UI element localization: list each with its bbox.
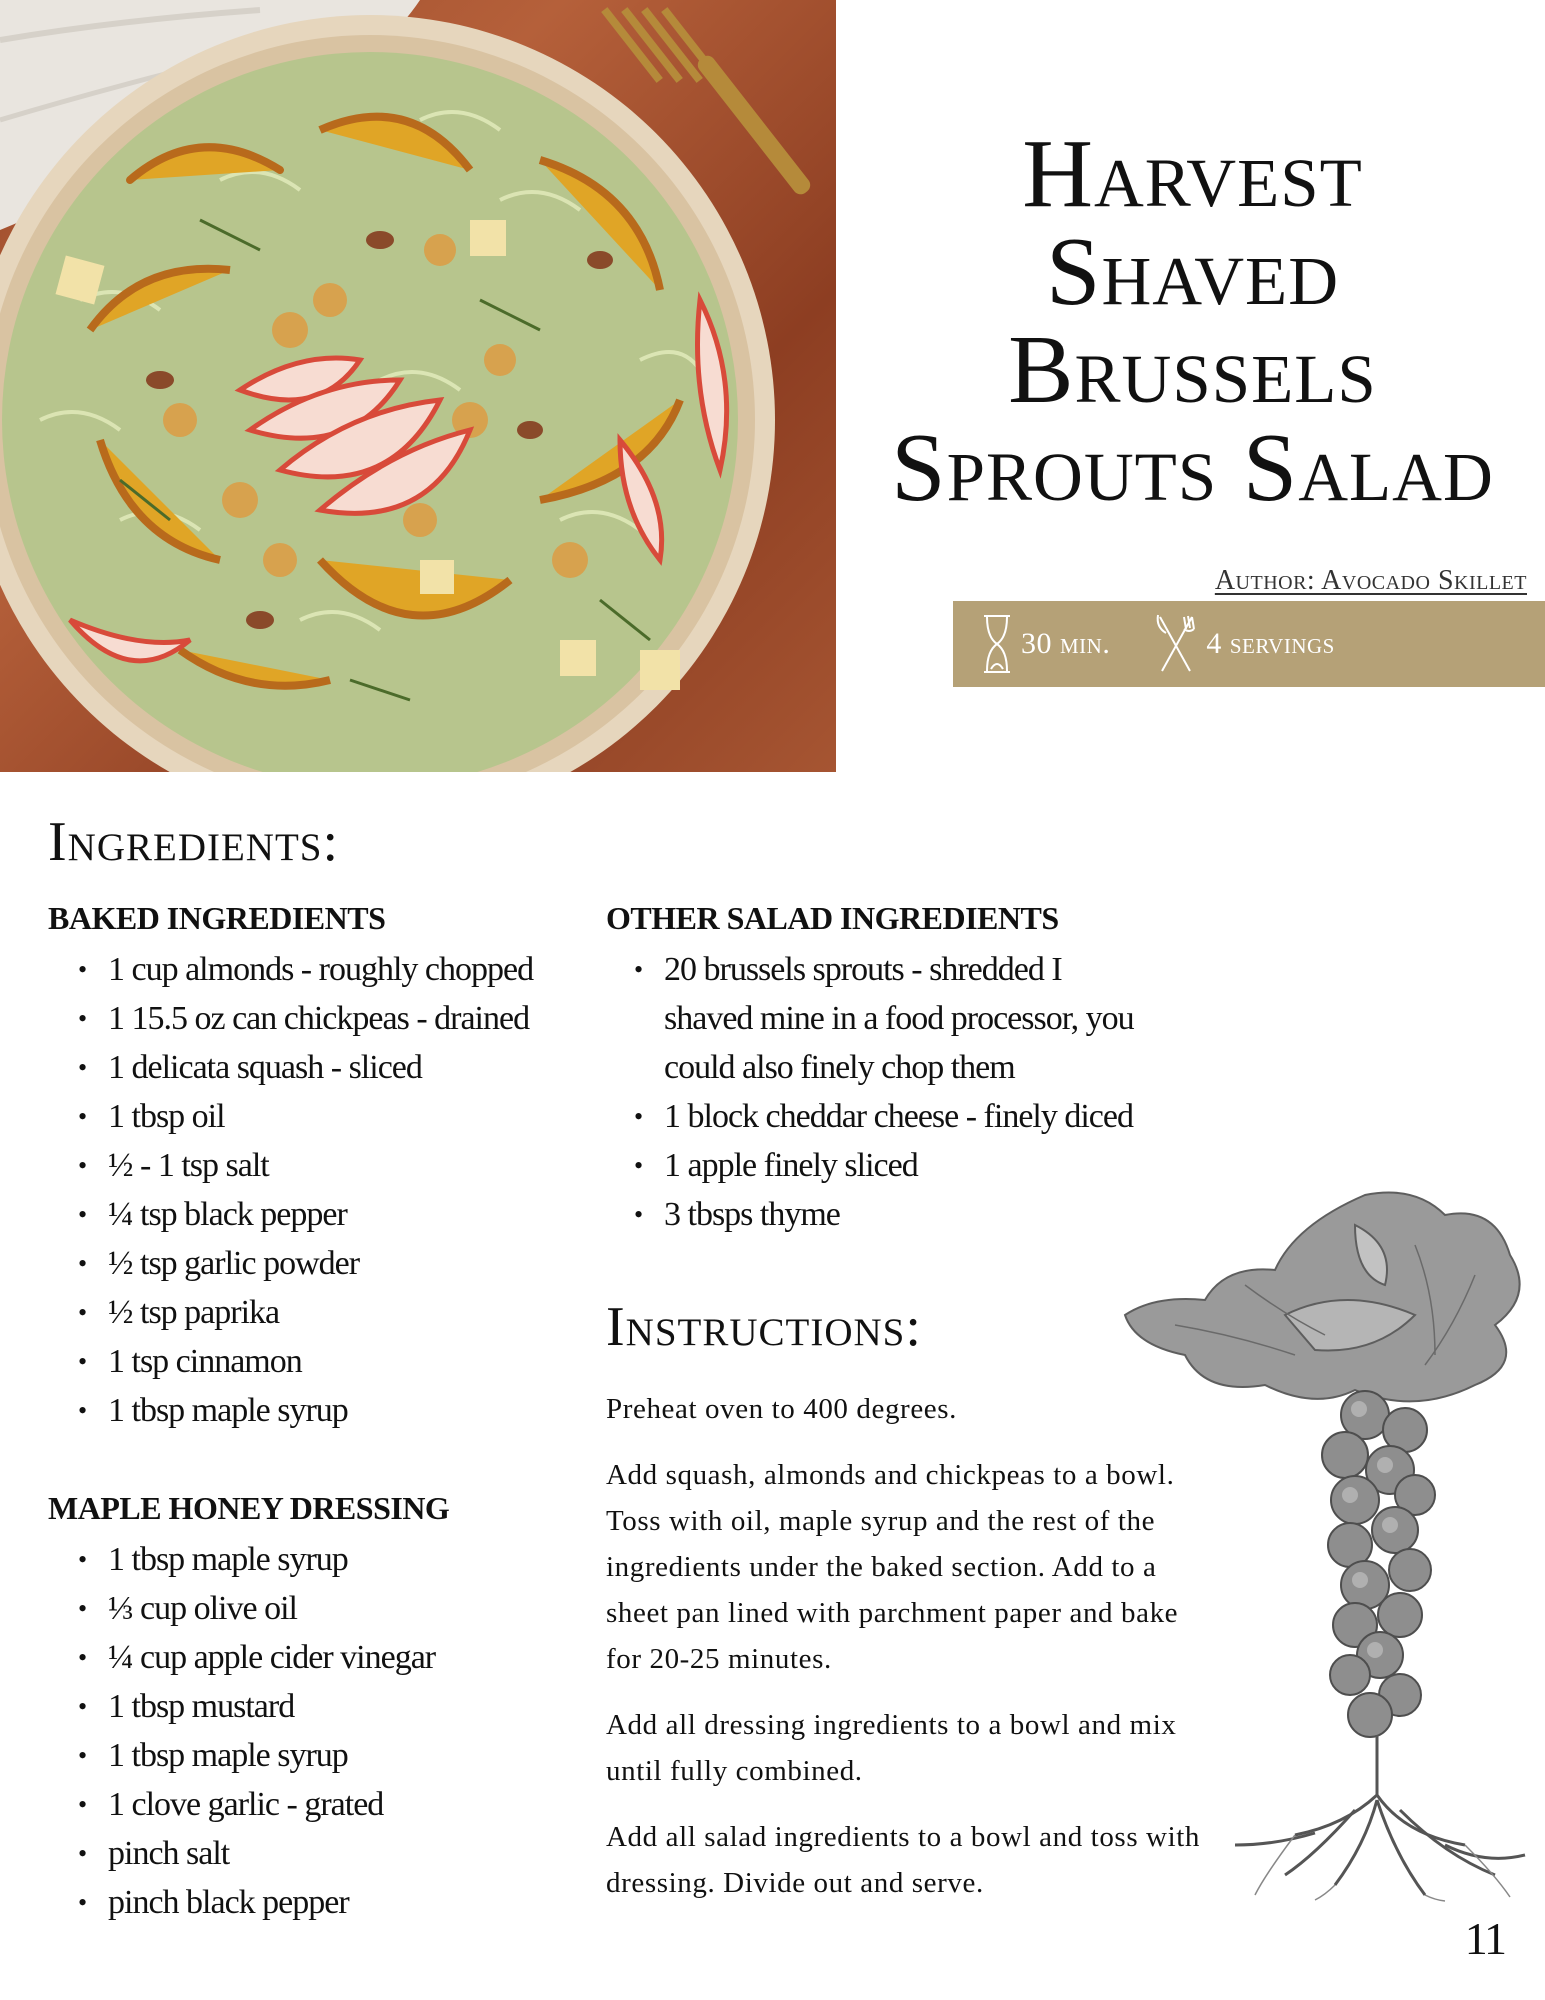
list-item: • 1 tsp cinnamon <box>108 1337 628 1386</box>
instruction-step: Preheat oven to 400 degrees. <box>606 1393 957 1425</box>
list-item: • ½ tsp garlic powder <box>108 1239 628 1288</box>
list-item: • ¼ tsp black pepper <box>108 1190 628 1239</box>
other-ingredients-heading: OTHER SALAD INGREDIENTS <box>606 900 1059 936</box>
list-item: • ½ tsp paprika <box>108 1288 628 1337</box>
list-item: • ⅓ cup olive oil <box>108 1584 628 1633</box>
list-item: • ¼ cup apple cider vinegar <box>108 1633 628 1682</box>
list-item: • 1 tbsp maple syrup <box>108 1731 628 1780</box>
brussels-sprout-stalk-illustration <box>1115 1185 1545 1910</box>
baked-ingredients-heading: BAKED INGREDIENTS <box>48 900 386 936</box>
hourglass-icon <box>981 613 1013 675</box>
list-item: • 1 15.5 oz can chickpeas - drained <box>108 994 628 1043</box>
instruction-step: Add all dressing ingredients to a bowl and mix until fully combined. <box>606 1709 1177 1787</box>
ingredients-heading: Ingredients: <box>48 811 340 873</box>
list-item: • 3 tbsps thyme <box>664 1190 1134 1239</box>
salad-bowl-illustration <box>0 0 836 772</box>
time-info <box>981 613 1110 675</box>
list-item: • 1 tbsp maple syrup <box>108 1386 628 1435</box>
baked-ingredients-list <box>50 945 628 1435</box>
instruction-step: Add all salad ingredients to a bowl and toss with dressing. Divide out and serve. <box>606 1821 1201 1899</box>
instruction-step: Add squash, almonds and chickpeas to a bowl. Toss with oil, maple syrup and the rest of the ingredients under the baked section. Add to a sheet pan lined with parchment paper and bake for 20-25 minutes. <box>606 1459 1179 1675</box>
title-line: Brussels <box>1008 316 1377 424</box>
list-item: • 1 tbsp mustard <box>108 1682 628 1731</box>
author-link[interactable]: Author: Avocado Skillet <box>1214 565 1527 596</box>
salad-photo <box>0 0 836 772</box>
list-item: • 1 apple finely sliced <box>664 1141 1134 1190</box>
time-label: 30 min. <box>1021 627 1111 660</box>
dressing-ingredients-list <box>50 1535 628 1927</box>
list-item: • 1 tbsp maple syrup <box>108 1535 628 1584</box>
list-item: • 20 brussels sprouts - shredded I shaved mine in a food processor, you could also finely chop them <box>664 945 1134 1092</box>
recipe-meta-band <box>953 601 1545 687</box>
list-item: • ½ - 1 tsp salt <box>108 1141 628 1190</box>
servings-label: 4 servings <box>1206 627 1335 660</box>
page-number: 11 <box>1464 1913 1505 1964</box>
list-item: • 1 clove garlic - grated <box>108 1780 628 1829</box>
title-line: Harvest <box>1022 120 1363 228</box>
servings-info <box>1154 613 1335 675</box>
instructions-heading: Instructions: <box>606 1296 922 1358</box>
list-item: • pinch black pepper <box>108 1878 628 1927</box>
list-item: • 1 tbsp oil <box>108 1092 628 1141</box>
dressing-heading: MAPLE HONEY DRESSING <box>48 1490 450 1526</box>
list-item: • 1 cup almonds - roughly chopped <box>108 945 628 994</box>
list-item: • 1 delicata squash - sliced <box>108 1043 628 1092</box>
fork-knife-icon <box>1154 613 1198 675</box>
list-item: • 1 block cheddar cheese - finely diced <box>664 1092 1134 1141</box>
title-line: Shaved <box>1045 218 1340 326</box>
title-line: Sprouts Salad <box>891 414 1494 522</box>
recipe-title <box>850 120 1535 522</box>
other-ingredients-list <box>606 945 1134 1239</box>
list-item: • pinch salt <box>108 1829 628 1878</box>
